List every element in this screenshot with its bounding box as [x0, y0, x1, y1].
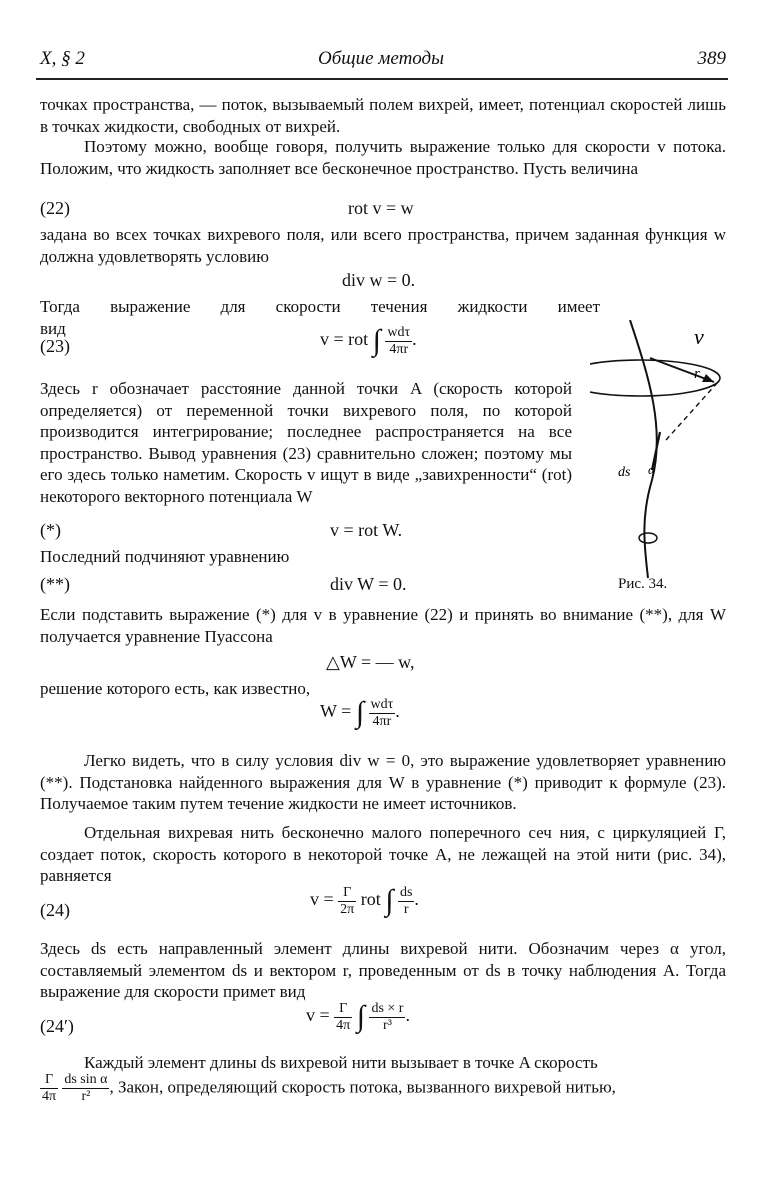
- w-sol-fraction: [369, 697, 396, 730]
- running-header: [36, 48, 726, 76]
- eq23-end: .: [412, 329, 417, 350]
- eq24p-end: .: [405, 1005, 410, 1026]
- label-ds: ds: [618, 465, 631, 480]
- eq24p-coef-den: 4π: [336, 1017, 351, 1033]
- label-r: r: [694, 366, 700, 382]
- eq24p-fraction: [369, 1001, 405, 1034]
- poisson-equation: △W = — w,: [326, 652, 415, 672]
- integral-sign: ∫: [385, 884, 394, 917]
- eq24p-den: r³: [383, 1017, 392, 1033]
- radius-vector: [666, 382, 718, 440]
- eq23-num: wdτ: [387, 324, 411, 340]
- page-number: 389: [697, 48, 726, 69]
- paragraph-9: Легко видеть, что в силу условия div w = 0, это выражение удовлетворяет уравнению (**). Подстановка найденного выражения для W в уравнение (*) приводит к формуле (23). Получаемое таким путем течение жидкости не имеет источников.: [40, 751, 726, 813]
- paragraph-10: Отдельная вихревая нить бесконечно малого поперечного сеч ния, с циркуляцией Γ, создает поток, скорость которого в некоторой точке A, не лежащей на этой нити (рис. 34), равняется: [40, 823, 726, 885]
- integral-sign: ∫: [356, 1000, 365, 1033]
- paragraph-4: Тогда выражение для скорости течения жидкости имеет вид: [40, 297, 600, 338]
- eq23-number: (23): [40, 336, 70, 356]
- eq24-lhs: v =: [310, 889, 334, 910]
- eq24-num: ds: [399, 884, 413, 900]
- eq24p-number: (24′): [40, 1016, 74, 1036]
- inline-coef-den: 4π: [42, 1089, 57, 1104]
- eq24-rot: rot: [360, 889, 381, 910]
- star2-number: (**): [40, 574, 70, 594]
- eq24-body: [310, 884, 419, 918]
- eq24-coef-den: 2π: [340, 901, 355, 917]
- eq24-coef-num: Γ: [338, 885, 356, 902]
- final-line: [40, 1072, 726, 1105]
- eq24p-coef: [334, 1001, 352, 1034]
- inline-den: r²: [81, 1089, 91, 1104]
- inline-fraction: [62, 1072, 109, 1105]
- w-sol-den: 4πr: [372, 713, 392, 729]
- figure-34: [590, 320, 740, 585]
- figure-caption: Рис. 34.: [618, 576, 668, 592]
- paragraph-5: Здесь r обозначает расстояние данной точки A (скорость которой определяется) от переменной точки вихревого поля, по которой производится интегрирование; последнее распространяется на все пространство. Вывод уравнения (23) сравнительно сложен; поэтому мы его здесь только наметим. Скорость v ищут в виде „завихренности“ (rot) некоторого векторного потенциала W: [40, 379, 572, 506]
- label-v: v: [694, 324, 704, 349]
- paragraph-2: Поэтому можно, вообще говоря, получить выражение только для скорости v потока. Положим, что жидкость заполняет все бесконечное пространство. Пусть величина: [40, 137, 726, 178]
- star-number: (*): [40, 520, 61, 540]
- star-body: v = rot W.: [330, 520, 403, 540]
- header-rule: [36, 78, 728, 80]
- paragraph-6: Последний подчиняют уравнению: [40, 547, 290, 566]
- inline-coef: [40, 1072, 58, 1105]
- book-page: [36, 38, 726, 1168]
- eq24-end: .: [414, 889, 419, 910]
- eq23-den: 4πr: [389, 341, 409, 357]
- eq23-fraction: [385, 325, 412, 358]
- eq22-body: rot v = w: [348, 198, 414, 218]
- eq23-body: [320, 324, 417, 358]
- paragraph-7: Если подставить выражение (*) для v в уравнение (22) и принять во внимание (**), для W получается уравнение Пуассона: [40, 605, 726, 646]
- page-title: Общие методы: [317, 48, 445, 69]
- inline-num: ds sin α: [64, 1072, 108, 1087]
- eq24-fraction: [398, 885, 414, 918]
- w-solution: [320, 696, 400, 730]
- paragraph-12-tail: Закон, определяющий скорость потока, вызванного вихревой нитью,: [117, 1077, 616, 1097]
- integral-sign: ∫: [372, 324, 381, 357]
- star2-body: div W = 0.: [330, 574, 407, 594]
- eq22-number: (22): [40, 198, 70, 218]
- inline-coef-num: Γ: [40, 1072, 58, 1089]
- eq24-den: r: [403, 901, 409, 917]
- integral-sign: ∫: [355, 696, 365, 729]
- vortex-filament-diagram: [590, 320, 740, 580]
- eq24p-lhs: v =: [306, 1005, 330, 1026]
- eq24-coef: [338, 885, 356, 918]
- w-sol-end: .: [395, 701, 400, 722]
- label-alpha: α: [648, 462, 655, 477]
- div-w-equation: div w = 0.: [342, 270, 416, 290]
- eq23-lhs: v = rot: [320, 329, 369, 350]
- lower-loop: [639, 533, 657, 543]
- paragraph-8: решение которого есть, как известно,: [40, 679, 311, 698]
- paragraph-11: Здесь ds есть направленный элемент длины вихревой нити. Обозначим через α угол, составляемый элементом ds и вектором r, проведенным от ds в точку наблюдения A. Тогда выражение для скорости примет вид: [40, 939, 726, 1001]
- w-sol-num: wdτ: [370, 696, 394, 712]
- w-sol-lhs: W =: [320, 701, 352, 722]
- eq24p-body: [306, 1000, 410, 1034]
- eq24p-coef-num: Γ: [334, 1001, 352, 1018]
- paragraph-12: Каждый элемент длины ds вихревой нити вызывает в точке A скорость: [84, 1053, 598, 1072]
- eq24p-num: ds × r: [371, 1000, 404, 1016]
- section-ref: X, § 2: [40, 48, 85, 69]
- inline-end: ,: [109, 1077, 114, 1097]
- paragraph-1: точках пространства, — поток, вызываемый полем вихрей, имеет, потенциал скоростей лишь в точках жидкости, свободных от вихрей.: [40, 95, 726, 136]
- eq24-number: (24): [40, 900, 70, 920]
- paragraph-3: задана во всех точках вихревого поля, или всего пространства, причем заданная функция w должна удовлетворять условию: [40, 225, 726, 266]
